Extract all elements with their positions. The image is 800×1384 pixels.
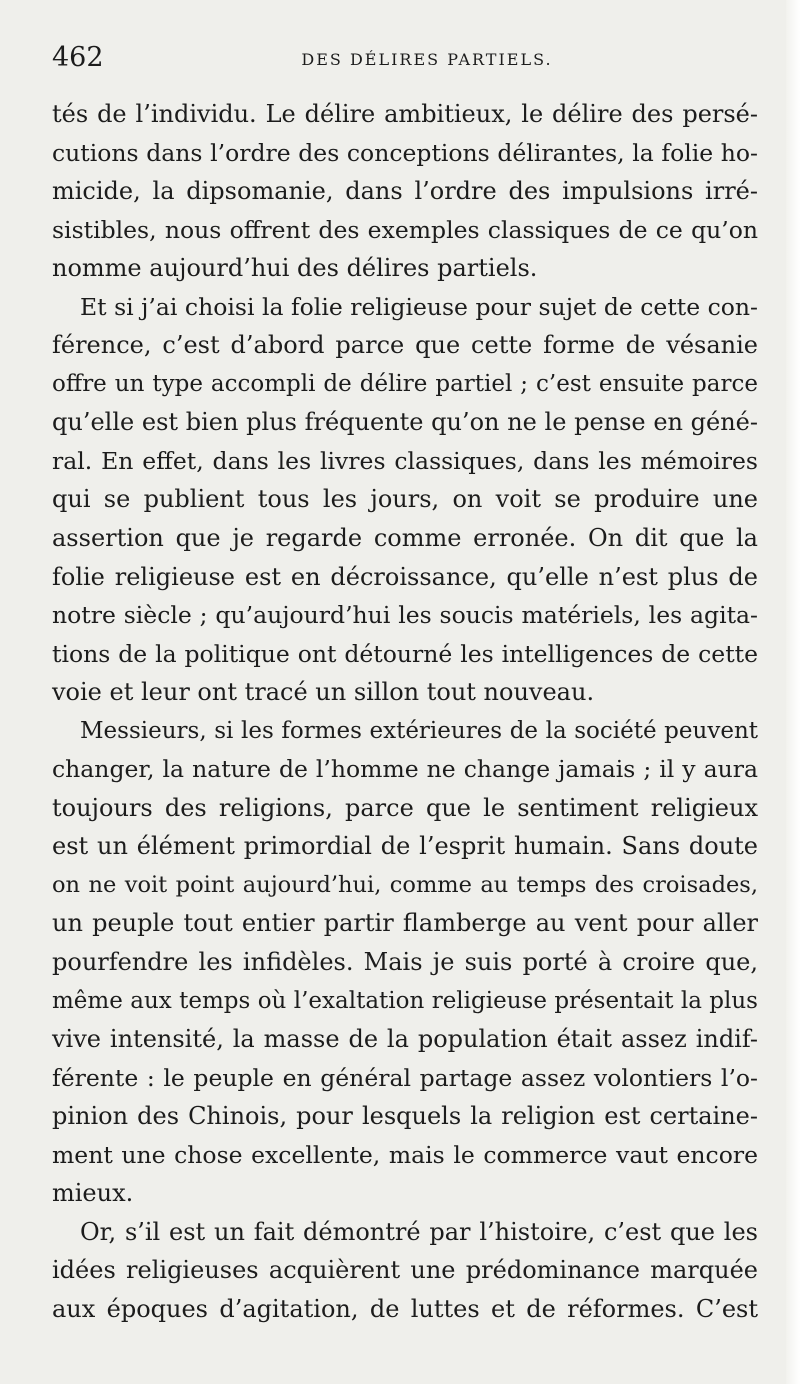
text-line: tions de la politique ont détourné les intelligences de cette — [52, 639, 758, 668]
text-line: assertion que je regarde comme erronée. On dit que la — [52, 524, 758, 553]
text-line: micide, la dipsomanie, dans l’ordre des impulsions irré- — [52, 177, 758, 206]
running-head: DES DÉLIRES PARTIELS. — [301, 50, 553, 69]
paragraph-start-line: Or, s’il est un fait démontré par l’histoire, c’est que les — [80, 1217, 758, 1246]
text-line: qui se publient tous les jours, on voit se produire une — [52, 485, 758, 514]
text-line: ment une chose excellente, mais le commerce vaut encore — [52, 1140, 758, 1169]
text-line: nomme aujourd’hui des délires partiels. — [52, 254, 538, 283]
text-line: férente : le peuple en général partage assez volontiers l’o- — [52, 1063, 758, 1092]
body-text — [52, 95, 758, 1329]
page-edge — [786, 0, 800, 1384]
text-line: voie et leur ont tracé un sillon tout nouveau. — [52, 678, 595, 707]
text-line: notre siècle ; qu’aujourd’hui les soucis matériels, les agita- — [52, 601, 758, 630]
text-line: est un élément primordial de l’esprit humain. Sans doute — [52, 832, 758, 861]
text-line: idées religieuses acquièrent une prédominance marquée — [52, 1256, 758, 1285]
text-line: qu’elle est bien plus fréquente qu’on ne le pense en géné- — [52, 408, 758, 437]
text-line: férence, c’est d’abord parce que cette forme de vésanie — [52, 331, 758, 360]
text-line: même aux temps où l’exaltation religieuse présentait la plus — [52, 987, 758, 1014]
text-line: aux époques d’agitation, de luttes et de réformes. C’est — [52, 1294, 758, 1323]
text-line: mieux. — [52, 1179, 134, 1208]
text-line: cutions dans l’ordre des conceptions délirantes, la folie ho- — [52, 138, 758, 167]
text-line: pourfendre les infidèles. Mais je suis porté à croire que, — [52, 948, 758, 977]
text-line: toujours des religions, parce que le sentiment religieux — [52, 793, 758, 822]
page-number: 462 — [52, 42, 104, 73]
text-line: tés de l’individu. Le délire ambitieux, le délire des persé- — [52, 100, 758, 128]
text-line: ral. En effet, dans les livres classiques, dans les mémoires — [52, 446, 758, 475]
text-line: on ne voit point aujourd’hui, comme au temps des croisades, — [52, 871, 758, 898]
text-line: sistibles, nous offrent des exemples classiques de ce qu’on — [52, 215, 758, 244]
text-line: offre un type accompli de délire partiel ; c’est ensuite parce — [52, 370, 758, 397]
page-header — [52, 42, 762, 82]
text-line: pinion des Chinois, pour lesquels la religion est certaine- — [52, 1102, 758, 1131]
paragraph-start-line: Messieurs, si les formes extérieures de la société peuvent — [80, 717, 758, 744]
text-line: un peuple tout entier partir flamberge au vent pour aller — [52, 909, 758, 938]
text-line: folie religieuse est en décroissance, qu’elle n’est plus de — [52, 562, 758, 591]
text-line: vive intensité, la masse de la population était assez indif- — [52, 1025, 758, 1054]
text-line: changer, la nature de l’homme ne change jamais ; il y aura — [52, 755, 758, 784]
paragraph-start-line: Et si j’ai choisi la folie religieuse pour sujet de cette con- — [80, 292, 758, 321]
